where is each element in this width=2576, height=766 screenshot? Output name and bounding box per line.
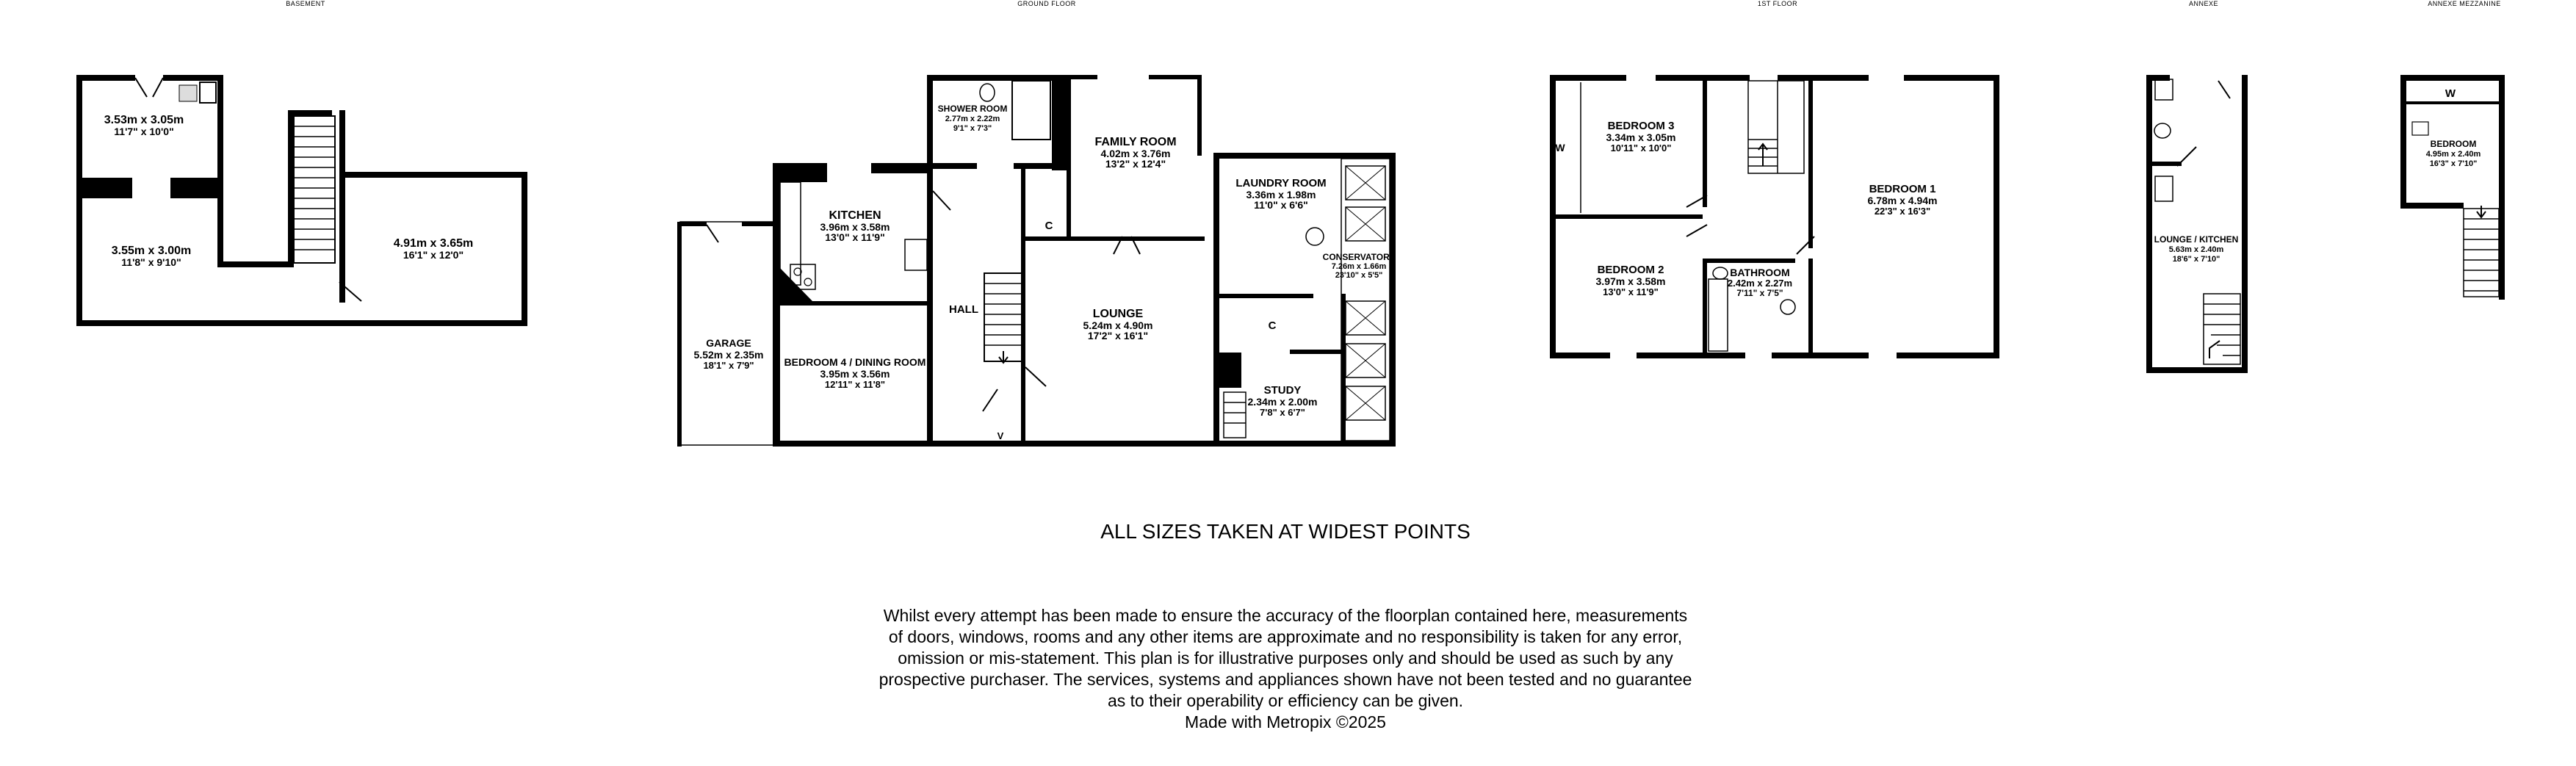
floor-name-ground: GROUND FLOOR — [1017, 0, 1076, 7]
floor-name-basement: BASEMENT — [286, 0, 325, 7]
mezzanine-wardrobe-marker: W — [2445, 87, 2456, 100]
garage-name: GARAGE — [706, 337, 751, 349]
cupboard-marker: C — [1045, 220, 1053, 232]
family-room-name: FAMILY ROOM — [1094, 136, 1177, 148]
basement-stairs — [294, 116, 335, 263]
bedroom3-name: BEDROOM 3 — [1607, 120, 1675, 132]
basement-top-imperial: 11'7" x 10'0" — [114, 126, 174, 137]
bedroom1-imperial: 22'3" x 16'3" — [1874, 206, 1931, 217]
shower-room-name: SHOWER ROOM — [937, 104, 1008, 114]
disclaimer-line: omission or mis-statement. This plan is for illustrative purposes only and should be used as such by any — [898, 648, 1673, 668]
basement-left-imperial: 11'8" x 9'10" — [121, 256, 181, 268]
bathroom-imperial: 7'11" x 7'5" — [1736, 288, 1783, 298]
annexe-mezzanine-plan — [2400, 75, 2505, 300]
study-imperial: 7'8" x 6'7" — [1260, 407, 1305, 418]
shower-icon — [1012, 81, 1050, 140]
bedroom4-metric: 3.95m x 3.56m — [820, 368, 890, 380]
laundry-room-imperial: 11'0" x 6'6" — [1254, 199, 1308, 211]
laundry-room-name: LAUNDRY ROOM — [1235, 177, 1327, 189]
lounge-name: LOUNGE — [1092, 308, 1144, 320]
basement-top-metric: 3.53m x 3.05m — [104, 114, 184, 126]
bedroom4-name: BEDROOM 4 / DINING ROOM — [784, 356, 926, 368]
kitchen-metric: 3.96m x 3.58m — [820, 221, 890, 233]
disclaimer-line: prospective purchaser. The services, systems and appliances shown have not been tested and no guarantee — [878, 670, 1692, 689]
door-icon — [2177, 81, 2230, 166]
basement-plan — [76, 75, 527, 326]
entrance-marker: V — [997, 430, 1004, 441]
sink-icon — [2155, 176, 2173, 201]
bathroom-metric: 2.42m x 2.27m — [1727, 278, 1793, 289]
kitchen-name: KITCHEN — [829, 209, 881, 222]
annexe-bedroom-name: BEDROOM — [2430, 139, 2477, 149]
bathroom-name: BATHROOM — [1730, 267, 1790, 278]
family-room-imperial: 13'2" x 12'4" — [1105, 158, 1166, 170]
sizes-note: ALL SIZES TAKEN AT WIDEST POINTS — [1100, 520, 1471, 543]
floor-name-annexe-mezzanine: ANNEXE MEZZANINE — [2428, 0, 2501, 7]
bedroom4-imperial: 12'11" x 11'8" — [824, 379, 886, 390]
bath-icon — [1709, 279, 1728, 351]
conservatory-metric: 7.26m x 1.66m — [1331, 262, 1387, 271]
landing-stairs — [1748, 81, 1804, 173]
annexe-lounge-name: LOUNGE / KITCHEN — [2154, 234, 2239, 245]
hall-name: HALL — [949, 303, 978, 316]
bedroom3-imperial: 10'11" x 10'0" — [1610, 142, 1672, 153]
laundry-cupboard-marker: C — [1268, 319, 1277, 332]
disclaimer-line: Whilst every attempt has been made to ensure the accuracy of the floorplan contained here, measurements — [883, 606, 1688, 625]
bedroom2-metric: 3.97m x 3.58m — [1595, 275, 1666, 287]
basement-right-imperial: 16'1" x 12'0" — [403, 249, 464, 261]
annexe-bedroom-metric: 4.95m x 2.40m — [2425, 150, 2481, 159]
bedroom2-name: BEDROOM 2 — [1597, 264, 1664, 276]
toilet-icon — [980, 84, 995, 101]
lounge-imperial: 17'2" x 16'1" — [1087, 330, 1149, 342]
washer-icon — [1306, 228, 1324, 245]
basin-icon — [1781, 300, 1795, 314]
shower-room-metric: 2.77m x 2.22m — [945, 115, 1000, 123]
disclaimer-line: as to their operability or efficiency can be given. — [1107, 691, 1464, 710]
hall-stairs — [984, 273, 1022, 361]
first-floor-plan — [1550, 75, 1999, 358]
disclaimer — [830, 605, 1741, 733]
wardrobe-marker: W — [1555, 142, 1565, 153]
garage-metric: 5.52m x 2.35m — [693, 349, 764, 361]
bedroom3-metric: 3.34m x 3.05m — [1606, 131, 1676, 143]
study-metric: 2.34m x 2.00m — [1247, 396, 1318, 408]
annexe-lounge-imperial: 18'6" x 7'10" — [2172, 255, 2220, 264]
bedroom1-name: BEDROOM 1 — [1869, 183, 1936, 195]
study-name: STUDY — [1263, 384, 1302, 397]
annexe-plan — [2146, 75, 2248, 373]
bedroom1-metric: 6.78m x 4.94m — [1867, 195, 1938, 206]
floor-name-annexe: ANNEXE — [2188, 0, 2219, 7]
disclaimer-line: of doors, windows, rooms and any other items are approximate and no responsibility is taken for any error, — [888, 627, 1683, 646]
annexe-lounge-metric: 5.63m x 2.40m — [2168, 245, 2224, 254]
conservatory-name: CONSERVATORY — [1322, 252, 1396, 262]
door-icon — [135, 78, 163, 97]
shower-room-imperial: 9'1" x 7'3" — [953, 124, 992, 133]
sink-icon — [200, 82, 216, 103]
laundry-room-metric: 3.36m x 1.98m — [1246, 189, 1316, 200]
bedroom2-imperial: 13'0" x 11'9" — [1603, 286, 1659, 297]
mezzanine-stairs — [2464, 209, 2499, 297]
family-room-metric: 4.02m x 3.76m — [1100, 148, 1171, 159]
door-icon — [933, 191, 1046, 411]
basement-right-metric: 4.91m x 3.65m — [393, 237, 474, 250]
conservatory-imperial: 23'10" x 5'5" — [1335, 271, 1383, 280]
annexe-bedroom-imperial: 16'3" x 7'10" — [2429, 159, 2478, 168]
made-with-credit: Made with Metropix ©2025 — [1185, 712, 1386, 731]
toilet-icon — [2154, 123, 2171, 138]
lounge-metric: 5.24m x 4.90m — [1083, 319, 1153, 331]
basement-left-metric: 3.55m x 3.00m — [111, 245, 192, 257]
sink-icon — [905, 239, 927, 270]
kitchen-imperial: 13'0" x 11'9" — [825, 231, 885, 243]
floor-name-first: 1ST FLOOR — [1757, 0, 1798, 7]
conservatory-panels — [1346, 166, 1385, 420]
door-icon — [707, 225, 718, 242]
toilet-icon — [1713, 267, 1728, 279]
garage-imperial: 18'1" x 7'9" — [703, 360, 754, 371]
window-icon — [2412, 122, 2428, 135]
shower-icon — [2155, 79, 2173, 100]
